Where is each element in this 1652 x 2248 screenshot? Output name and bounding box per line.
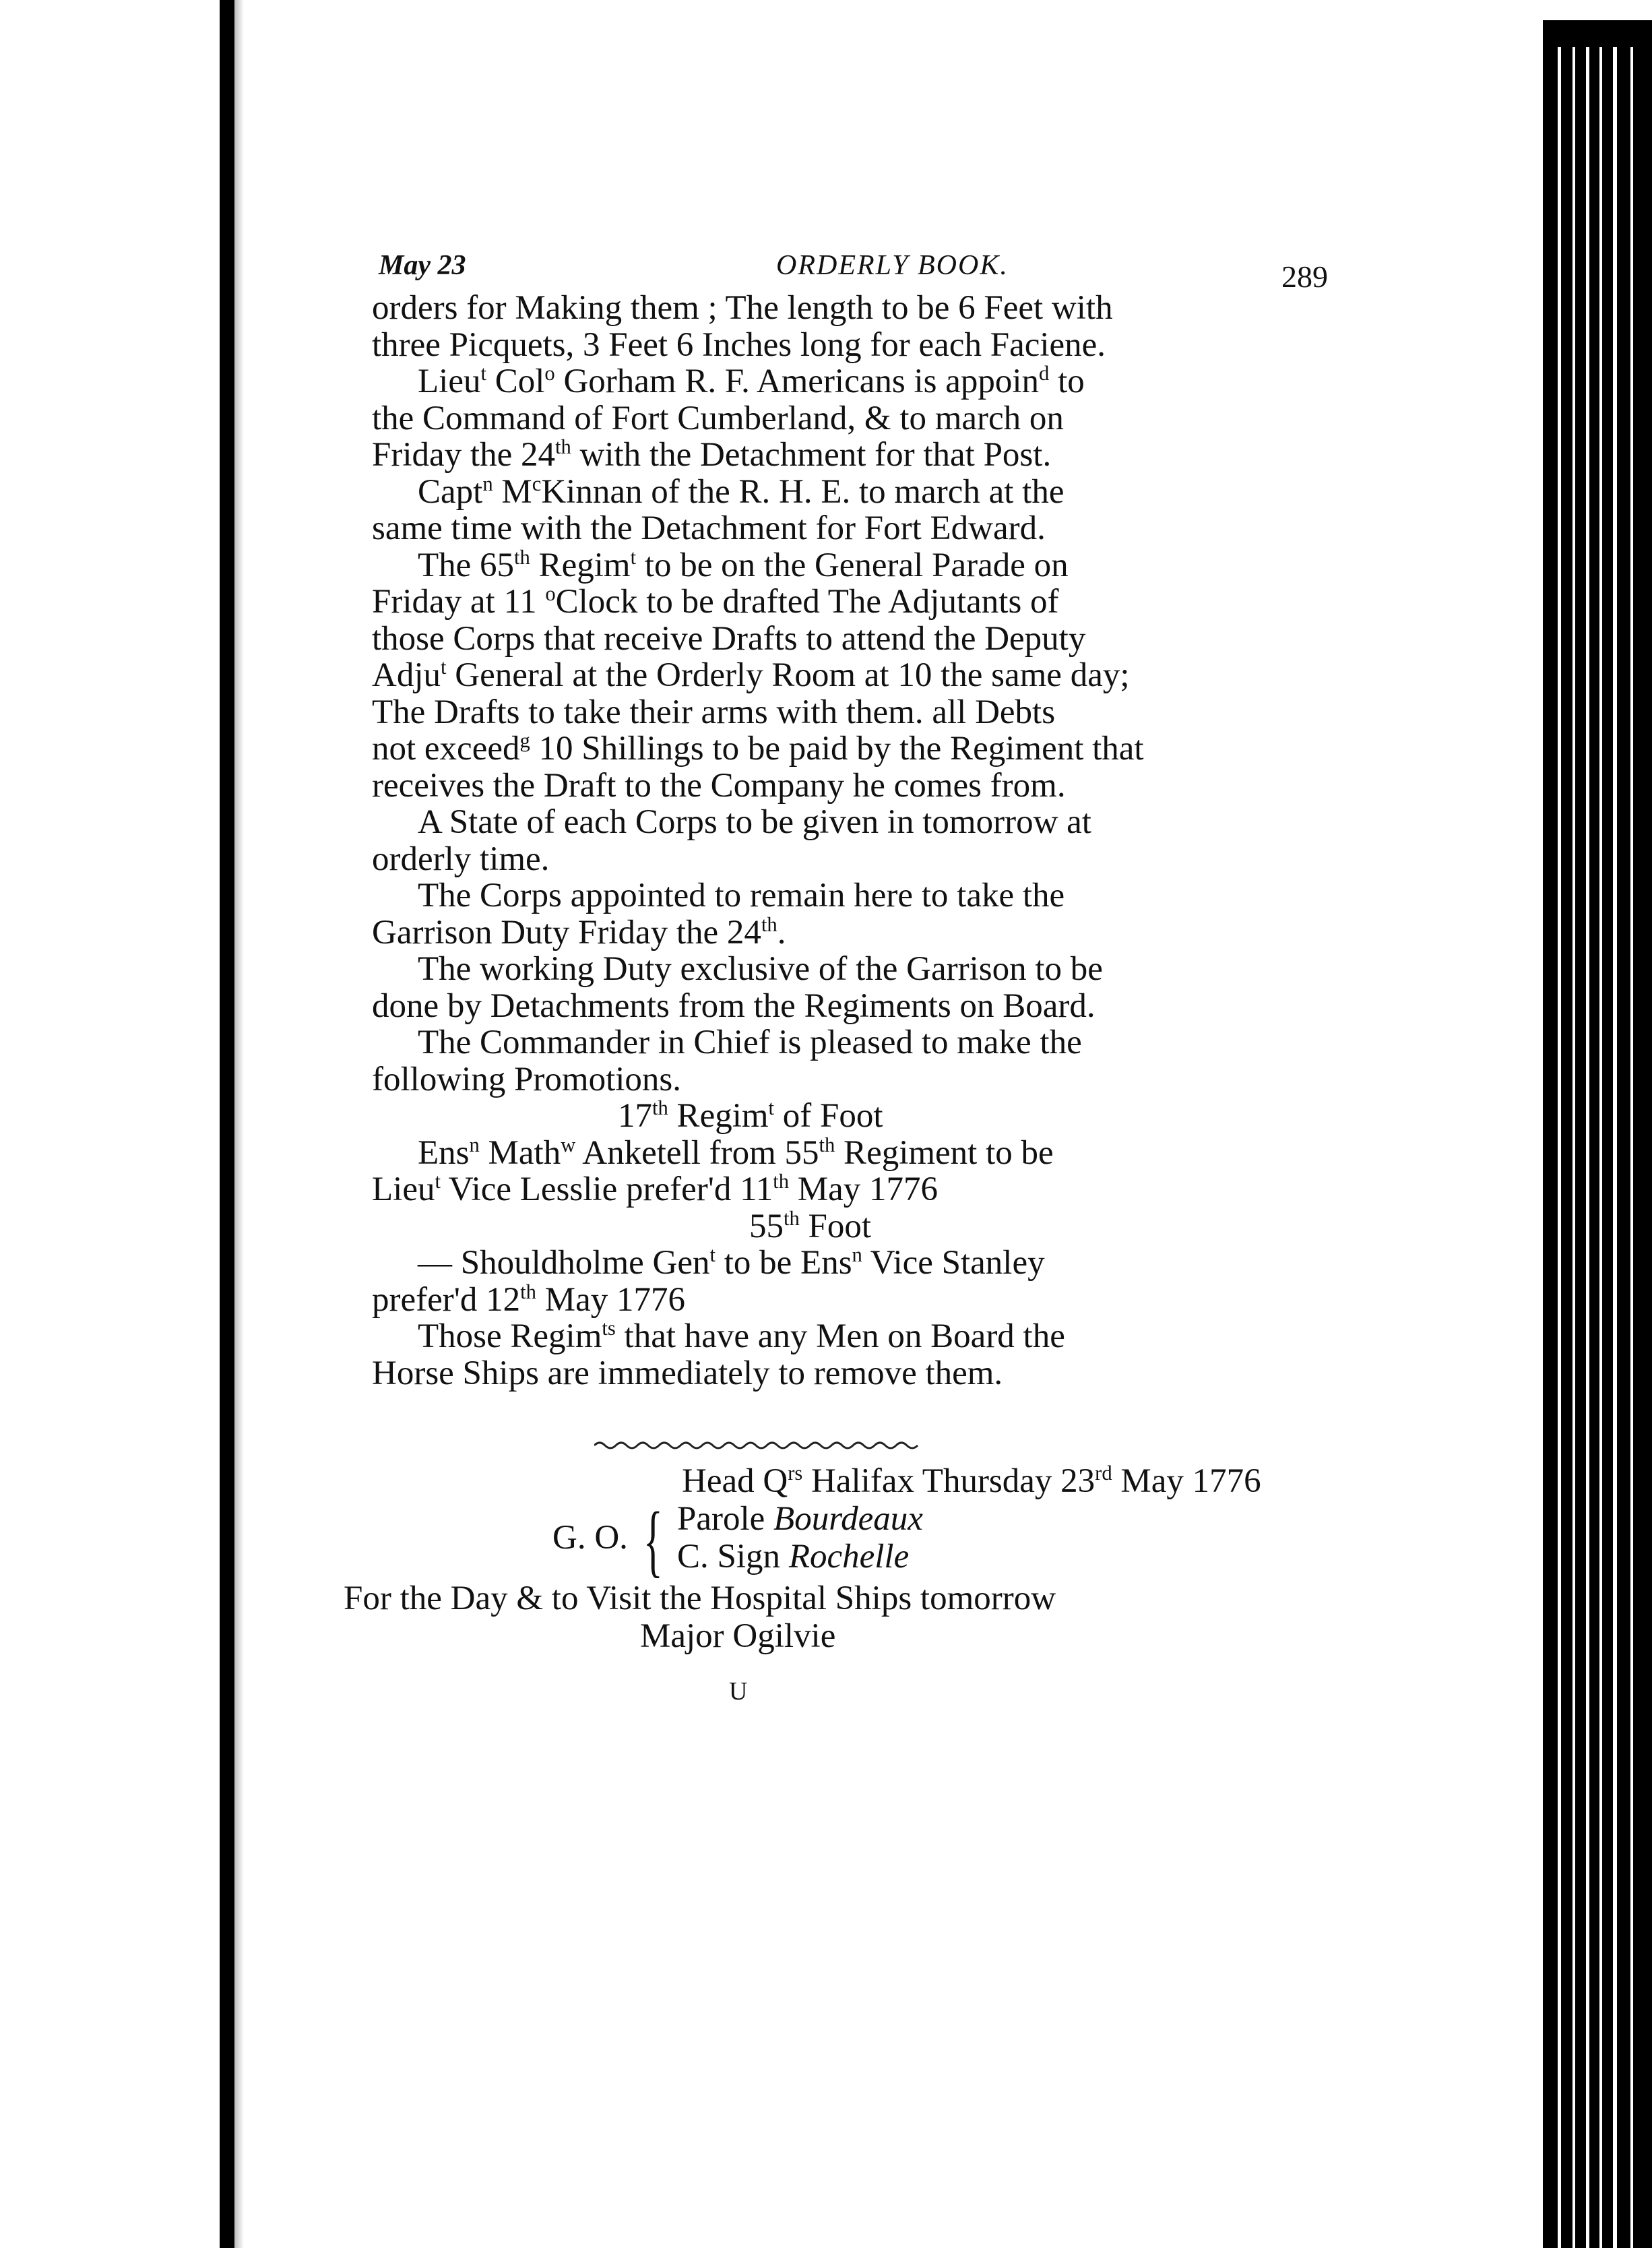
text-line: following Promotions.: [372, 1060, 682, 1098]
text-line: A State of each Corps to be given in tomorrow at: [418, 803, 1091, 841]
running-header: [379, 244, 1457, 294]
header-date: May 23: [379, 250, 466, 281]
text-line: The 65th Regim$^t$ to be on the General Parade on: [418, 545, 1069, 584]
gutter-shadow: [234, 0, 244, 2248]
general-orders: [344, 1462, 1422, 1655]
text-line: Capt$^n$ $M^cKinnan$ of the R. H. E. to march at the: [418, 472, 1065, 511]
text-line: not exceed$^g$ 10 Shillings to be paid by the Regiment that: [372, 729, 1144, 768]
parole-line: Parole Bourdeaux: [677, 1500, 923, 1538]
page-289: [244, 0, 1543, 2248]
regiment-heading: 17th Regim$^t$ of Foot: [618, 1096, 883, 1135]
page-number: 289: [1281, 259, 1328, 294]
officer-name: Major Ogilvie: [640, 1617, 836, 1655]
left-page-fragment: [0, 0, 216, 2248]
header-title: ORDERLY BOOK.: [776, 250, 1009, 281]
regiment-heading: 55th Foot: [749, 1206, 872, 1245]
book-gutter: [220, 0, 234, 2248]
text-line: orders for Making them ; The length to be 6 Feet with: [372, 289, 1113, 327]
text-line: Horse Ships are immediately to remove them.: [372, 1354, 1003, 1392]
text-line: Ens$^n$ Math$^w$ Anketell from 55th Regiment to be: [418, 1133, 1054, 1172]
page-edges: [1543, 20, 1652, 2248]
go-label: G. O.: [552, 1519, 628, 1557]
text-line: The working Duty exclusive of the Garrison to be: [418, 950, 1103, 988]
text-line: Adju$^t$ General at the Orderly Room at 10 the same day;: [372, 656, 1130, 694]
orders-text: [372, 290, 1450, 1392]
hq-heading: Head $Q^{rs}$ Halifax Thursday 23rd May 1776: [682, 1462, 1261, 1500]
text-line: Friday the 24th with the Detachment for that Post.: [372, 435, 1052, 474]
parole-block: [344, 1495, 1422, 1585]
text-line: — Shouldholme Gen$^t$ to be Ens$^n$ Vice Stanley: [418, 1243, 1045, 1282]
text-line: Lieu$^t$ Vice Lesslie prefer'd 11th May 1776: [372, 1170, 939, 1208]
signature-mark: U: [729, 1677, 748, 1706]
text-line: receives the Draft to the Company he comes from.: [372, 766, 1066, 805]
brace-icon: {: [643, 1495, 663, 1585]
text-line: done by Detachments from the Regiments on Board.: [372, 987, 1095, 1025]
text-line: Friday at 11 $^o$Clock to be drafted The Adjutants of: [372, 582, 1059, 621]
wavy-divider: [594, 1439, 924, 1452]
text-line: orderly time.: [372, 840, 550, 878]
text-line: the Command of Fort Cumberland, & to march on: [372, 399, 1064, 437]
text-line: Lieu$^t$ Col$^o$ Gorham R. F. Americans is appoin$^d$ to: [418, 362, 1085, 400]
text-line: For the Day & to Visit the Hospital Ships tomorrow: [344, 1580, 1056, 1617]
text-line: prefer'd 12th May 1776: [372, 1280, 685, 1319]
text-line: same time with the Detachment for Fort Edward.: [372, 509, 1046, 547]
text-line: three Picquets, 3 Feet 6 Inches long for each Faciene.: [372, 325, 1106, 364]
text-line: those Corps that receive Drafts to attend the Deputy: [372, 619, 1086, 658]
text-line: The Commander in Chief is pleased to make the: [418, 1024, 1082, 1061]
text-line: Those Regim$^{ts}$ that have any Men on Board the: [418, 1317, 1065, 1355]
countersign-line: C. Sign Rochelle: [677, 1538, 910, 1575]
text-line: Garrison Duty Friday the 24th.: [372, 912, 786, 951]
text-line: The Corps appointed to remain here to take the: [418, 877, 1065, 914]
text-line: The Drafts to take their arms with them. all Debts: [372, 693, 1056, 731]
